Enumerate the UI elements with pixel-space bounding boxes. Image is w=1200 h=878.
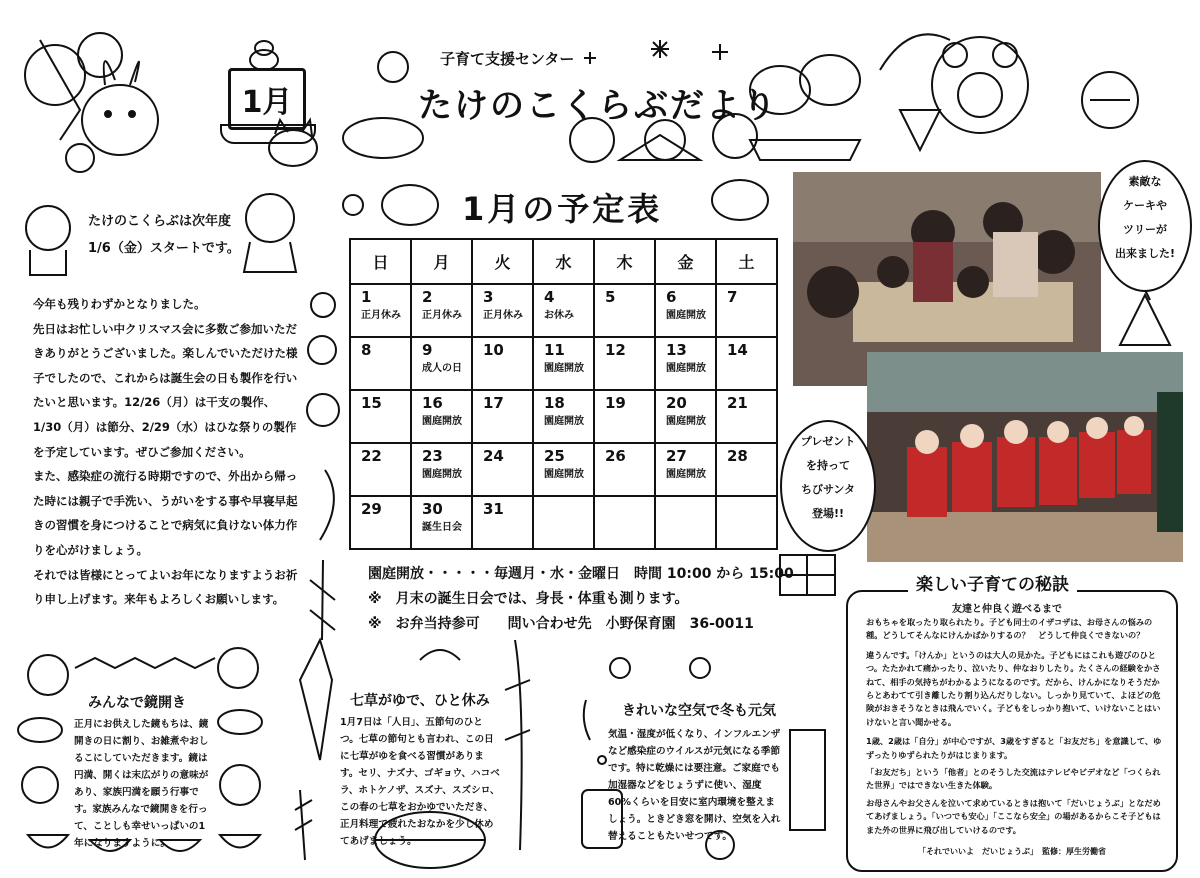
weekday-header: 水 [533,239,594,284]
parenting-p2: 違うんです。「けんか」というのは大人の見かた。子どもにはこれも遊びのひとつ。たたかれて痛かったり、泣いたり、仲なおりしたり。たくさんの経験をかさねて、相手の気持ちがわかるようになるのです。だから、けんかになりそうだからとあわてて引き離したり割り込んだりしない。しっかり見ていて、よほどの危険がおきそうなときは飛んでいく。子どもをしっかり抱いて、いけないことはいけないと言い聞かせる。 [866,649,1161,727]
calendar-day-cell [411,443,472,496]
day-number: 12 [605,341,626,359]
christmas-tree-illustration [1120,290,1170,345]
calendar-day-cell [533,284,594,337]
day-event: お休み [544,310,574,321]
day-number: 17 [483,394,504,412]
intro-line-1: たけのこくらぶは次年度 [88,214,232,229]
flower-column [307,293,339,640]
month-label: 1月 [228,68,306,130]
calendar-week-row [350,284,777,337]
calendar-day-cell [594,496,655,549]
day-number: 7 [727,288,738,306]
day-number: 2 [422,288,433,306]
newsletter-title: たけのこくらぶだより [418,86,778,126]
day-event: 成人の日 [422,363,462,374]
day-number: 15 [361,394,382,412]
greeting-p4: それでは皆様にとってよいお年になりますようお祈り申し上げます。来年もよろしくお願いします。 [33,567,298,607]
day-number: 21 [727,394,748,412]
calendar-day-cell [594,443,655,496]
day-number: 20 [666,394,687,412]
day-number: 26 [605,447,626,465]
day-number: 19 [605,394,626,412]
month-stand [220,124,316,144]
speech-bubble-top: 素敵な ケーキや ツリーが 出来ました! [1098,160,1192,292]
day-number: 31 [483,500,504,518]
schedule-title: 1月の予定表 [462,190,663,228]
calendar-table [349,238,778,550]
day-number: 3 [483,288,494,306]
day-event: 園庭開放 [666,310,706,321]
day-number: 24 [483,447,504,465]
day-number [534,497,593,500]
mochi-illustration [250,41,278,70]
day-number: 29 [361,500,382,518]
calendar-day-cell [411,496,472,549]
intro-notice [88,208,240,262]
photo-santa-children [867,352,1183,562]
parenting-text [866,616,1166,837]
intro-line-2: 1/6（金）スタートです。 [88,241,240,256]
calendar-day-cell [594,337,655,390]
speech-bubble-bottom: プレゼント を持って ちびサンタ 登場!! [780,420,876,552]
kite-rabbit-illustration [25,33,158,172]
day-event: 園庭開放 [666,416,706,427]
weekday-header: 月 [411,239,472,284]
day-event: 誕生日会 [422,522,462,533]
parenting-p1: おもちゃを取ったり取られたり。子ども同士のイザコザは、お母さんの悩みの種。どうしてそんなにけんかばかりするの？ どうして仲良くできないの？ [866,617,1153,641]
calendar-day-cell [594,390,655,443]
calendar-day-cell [655,390,716,443]
calendar-week-row [350,443,777,496]
day-event: 正月休み [422,310,462,321]
calendar-day-cell [472,390,533,443]
calendar-header-row [350,239,777,284]
calendar-day-cell [533,337,594,390]
day-number: 18 [544,394,565,412]
nanakusa-body: 1月7日は「人日」、五節句のひとつ。七草の節句とも言われ、この日に七草がゆを食べる習慣があります。セリ、ナズナ、ゴギョウ、ハコベラ、ホトケノザ、スズナ、スズシロ、この春の七草をおかゆでいただき、正月料理で疲れたおなかを少し休めてあげましょう。 [340,717,500,847]
parenting-p4: 「お友だち」という「他者」とのそうした交流はテレビやビデオなど「つくられた世界」ではできない生きた体験。 [866,767,1161,791]
day-number: 8 [361,341,372,359]
calendar-day-cell [533,496,594,549]
info-line-3: ※ お弁当持参可 問い合わせ先 小野保育園 36-0011 [368,616,754,632]
day-event: 園庭開放 [544,416,584,427]
greeting-text [33,292,303,612]
weekday-header: 火 [472,239,533,284]
weekday-header: 木 [594,239,655,284]
bear-illustration [880,34,1138,150]
air-body: 気温・湿度が低くなり、インフルエンザなど感染症のウイルスが元気になる季節です。特に乾燥には要注意。ご家庭でも加湿器などをじょうずに使い、湿度60%くらいを目安に室内環境を整えましょう。ときどき窓を開け、空気を入れ替えることもたいせつです。 [608,729,781,842]
calendar-day-cell [350,443,411,496]
calendar-day-cell [716,284,777,337]
day-number: 16 [422,394,443,412]
air-title: きれいな空気で冬も元気 [622,703,776,719]
info-line-1: 園庭開放・・・・・毎週月・水・金曜日 時間 10:00 から 15:00 [368,566,794,582]
day-number: 10 [483,341,504,359]
calendar-day-cell [350,390,411,443]
day-number: 1 [361,288,372,306]
calendar-day-cell [411,284,472,337]
day-event: 園庭開放 [544,363,584,374]
calendar-day-cell [350,337,411,390]
day-event: 園庭開放 [422,469,462,480]
calendar-day-cell [350,284,411,337]
calendar-day-cell [533,443,594,496]
day-number: 27 [666,447,687,465]
parenting-p5: お母さんやお父さんを泣いて求めているときは抱いて「だいじょうぶ」となだめてあげましょう。「いつでも安心」「ここなら安全」の場があるからこそ子どもはまた外の世界に飛び出していけるのです。 [866,797,1161,835]
day-number: 23 [422,447,443,465]
weekday-header: 金 [655,239,716,284]
calendar-week-row [350,390,777,443]
calendar-day-cell [594,284,655,337]
day-number: 30 [422,500,443,518]
day-event: 正月休み [361,310,401,321]
day-number: 28 [727,447,748,465]
day-number: 4 [544,288,555,306]
calendar-day-cell [655,496,716,549]
day-number: 14 [727,341,748,359]
day-number: 5 [605,288,616,306]
day-number: 22 [361,447,382,465]
parenting-footer: 「それでいいよ だいじょうぶ」 監修：厚生労働省 [918,847,1106,856]
calendar-day-cell [716,443,777,496]
info-line-2: ※ 月末の誕生日会では、身長・体重も測ります。 [368,591,689,607]
day-number: 13 [666,341,687,359]
calendar-week-row [350,496,777,549]
calendar-day-cell [472,443,533,496]
nanakusa-title: 七草がゆで、ひと休み [350,693,490,709]
day-number [717,497,776,500]
greeting-p1: 今年も残りわずかとなりました。 [33,297,206,311]
calendar-day-cell [350,496,411,549]
parenting-p3: 1歳、2歳は「自分」が中心ですが、3歳をすぎると「お友だち」を意識して、ゆずったりゆずられたりがはじまります。 [866,736,1162,760]
weekday-header: 日 [350,239,411,284]
snowflake-marks [584,40,728,64]
photo-art [867,352,1183,562]
day-event: 園庭開放 [666,363,706,374]
day-event: 正月休み [483,310,523,321]
day-event: 園庭開放 [544,469,584,480]
calendar-day-cell [655,337,716,390]
day-event: 園庭開放 [422,416,462,427]
calendar-day-cell [716,337,777,390]
day-event: 園庭開放 [666,469,706,480]
day-number [656,497,715,500]
info-block [368,562,794,637]
kagami-body: 正月にお供えした鏡もちは、鏡開きの日に割り、お雑煮やおしるこにしていただきます。鏡は円満、開くは末広がりの意味があり、家族円満を願う行事です。家族みんなで鏡開きを行って、ことしも幸せいっぱいの1年になりますように。 [74,719,209,849]
greeting-p2: 先日はお忙しい中クリスマス会に多数ご参加いただきありがとうございました。楽しんでいただけた様子でしたので、これからは誕生会の日も製作を行いたいと思います。12/26（月）は干支の製作、1/30（月）は節分、2/29（水）はひな祭りの製作を予定しています。ぜひご参加ください。 [33,321,298,459]
parenting-title: 楽しい子育ての秘訣 [908,570,1077,595]
greeting-p3: また、感染症の流行る時期ですので、外出から帰った時には親子で手洗い、うがいをする事や早寝早起きの習慣を身につけることで病気に負けない体力作りを心がけましょう。 [33,469,298,557]
calendar-day-cell [472,284,533,337]
weekday-header: 土 [716,239,777,284]
calendar-day-cell [411,390,472,443]
calendar-day-cell [655,443,716,496]
calendar-day-cell [472,337,533,390]
calendar-day-cell [655,284,716,337]
calendar-day-cell [533,390,594,443]
calendar-day-cell [716,496,777,549]
day-number: 25 [544,447,565,465]
calendar-day-cell [411,337,472,390]
day-number: 11 [544,341,565,359]
parenting-subtitle: 友達と仲良く遊べるまで [952,604,1062,615]
calendar-day-cell [716,390,777,443]
center-name: 子育て支援センター [440,50,575,68]
day-number: 6 [666,288,677,306]
day-number: 9 [422,341,433,359]
day-number [595,497,654,500]
kagami-title: みんなで鏡開き [88,695,186,711]
calendar-week-row [350,337,777,390]
calendar-day-cell [472,496,533,549]
